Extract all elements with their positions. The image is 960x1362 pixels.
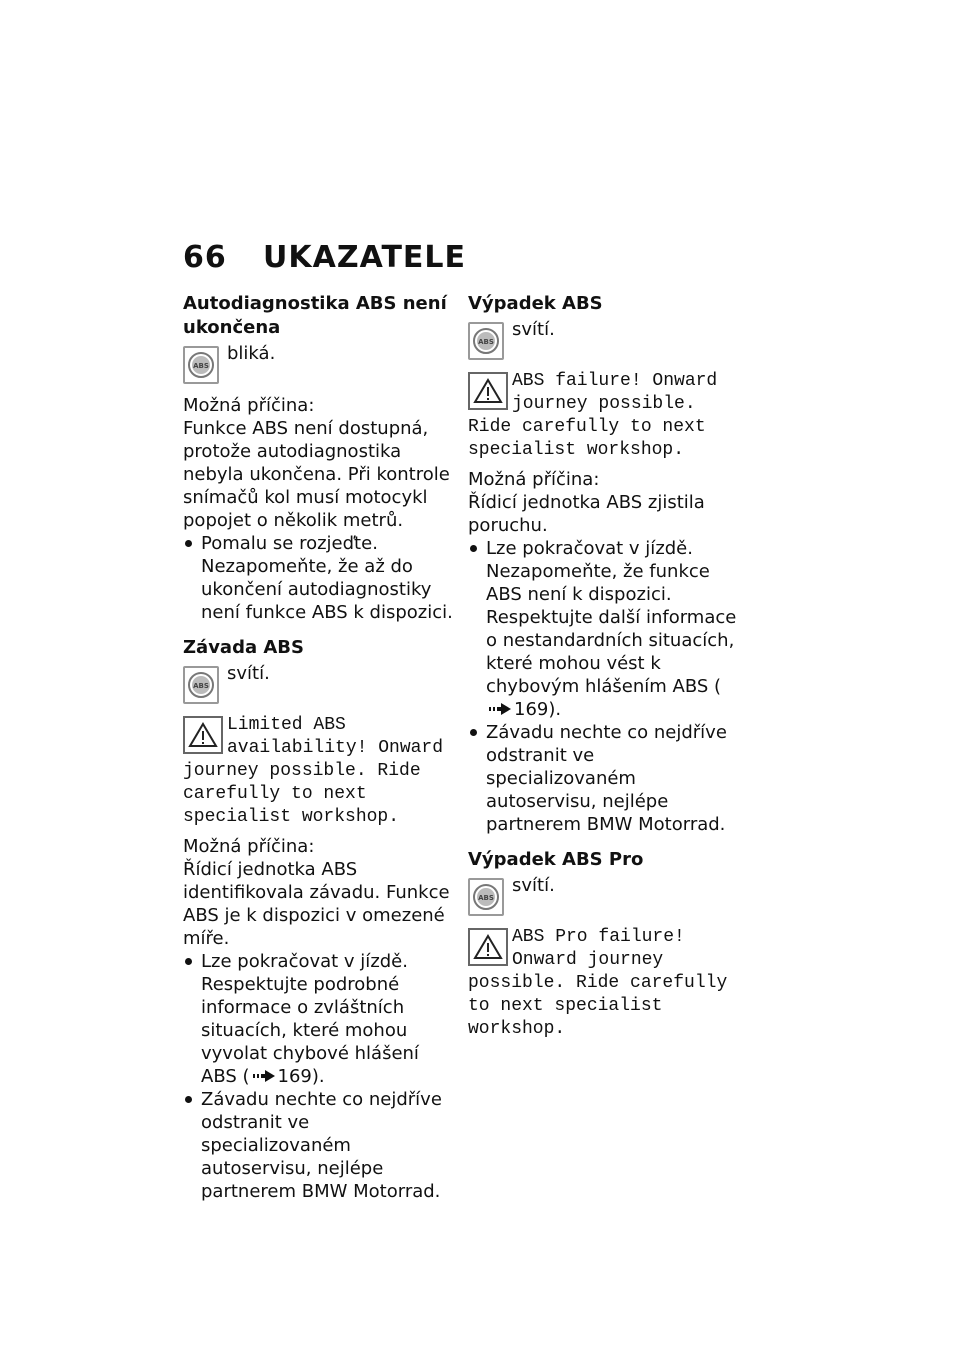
section-abs-failure [468,292,738,836]
indicator-state: svítí. [512,319,555,340]
section-title: Výpadek ABS [468,293,603,314]
abs-indicator-icon [468,878,504,916]
indicator-state: svítí. [227,663,270,684]
warning-triangle-icon [468,372,508,410]
indicator-state: svítí. [512,875,555,896]
warning-text: Limited ABS availability! Onward journey possible. Ride carefully to next specialist workshop. [183,715,444,827]
warning-message [183,714,453,829]
indicator-row [468,318,738,362]
action-list [468,537,738,836]
list-item-text: Lze pokračovat v jízdě. Nezapomeňte, že funkce ABS není k dispozici. Respektujte další informace o nestandardních situacích, které mohou vést k chybovým hlášením ABS [486,538,737,697]
abs-indicator-icon [468,322,504,360]
page-ref[interactable]: 169). [514,699,562,720]
section-title: Autodiagnostika ABS není ukončena [183,293,447,338]
list-item: Závadu nechte co nejdříve odstranit ve specializovaném autoservisu, nejlépe partnerem BMW Motorrad. [183,1088,453,1203]
warning-message [468,926,738,1041]
section-abs-fault [183,636,453,1203]
page-title: UKAZATELE [263,240,467,275]
right-column [468,292,738,1047]
section-title: Výpadek ABS Pro [468,849,644,870]
cause-text: Funkce ABS není dostupná, protože autodiagnostika nebyla ukončena. Při kontrole snímačů kol musí motocykl popojet o několik metrů. [183,418,450,531]
list-item: Lze pokračovat v jízdě. Respektujte podrobné informace o zvláštních situacích, které mohou vyvolat chybové hlášení ABS ( 169). [183,950,453,1088]
indicator-row [468,874,738,918]
list-item: Lze pokračovat v jízdě. Nezapomeňte, že funkce ABS není k dispozici. Respektujte další informace o nestandardních situacích, které mohou vést k chybovým hlášením ABS (169). [468,537,738,721]
cause-label: Možná příčina: [183,395,315,416]
page-ref-arrow-icon [253,1065,275,1088]
left-column [183,292,453,1203]
page-header [183,240,466,275]
abs-icon-label: ABS [478,894,494,902]
section-abs-self-diagnosis [183,292,453,624]
warning-message [468,370,738,462]
list-item: Závadu nechte co nejdříve odstranit ve specializovaném autoservisu, nejlépe partnerem BMW Motorrad. [468,721,738,836]
list-item: Pomalu se rozjeďte. Nezapomeňte, že až do ukončení autodiagnostiky není funkce ABS k dispozici. [183,532,453,624]
indicator-row [183,342,453,386]
warning-triangle-icon [183,716,223,754]
cause-text: Řídicí jednotka ABS identifikovala závadu. Funkce ABS je k dispozici v omezené míře. [183,859,450,949]
indicator-row [183,662,453,706]
indicator-state: bliká. [227,343,276,364]
list-item-text: Lze pokračovat v jízdě. Respektujte podrobné informace o zvláštních situacích, které mohou vyvolat chybové hlášení ABS [201,951,419,1087]
abs-icon-label: ABS [193,362,209,370]
page-ref[interactable]: 169). [277,1066,325,1087]
page-ref-arrow-icon [489,698,511,721]
section-title: Závada ABS [183,637,304,658]
action-list [183,950,453,1203]
action-list [183,532,453,624]
cause-text: Řídicí jednotka ABS zjistila poruchu. [468,492,705,536]
page-number: 66 [183,240,227,275]
abs-indicator-icon [183,346,219,384]
cause-label: Možná příčina: [468,469,600,490]
abs-icon-label: ABS [193,682,209,690]
warning-triangle-icon [468,928,508,966]
warning-text: ABS Pro failure! Onward journey possible. Ride carefully to next specialist workshop. [468,927,728,1039]
abs-indicator-icon [183,666,219,704]
abs-icon-label: ABS [478,338,494,346]
warning-text: ABS failure! Onward journey possible. Ride carefully to next specialist workshop. [468,371,718,460]
cause-label: Možná příčina: [183,836,315,857]
section-abs-pro-failure [468,848,738,1041]
